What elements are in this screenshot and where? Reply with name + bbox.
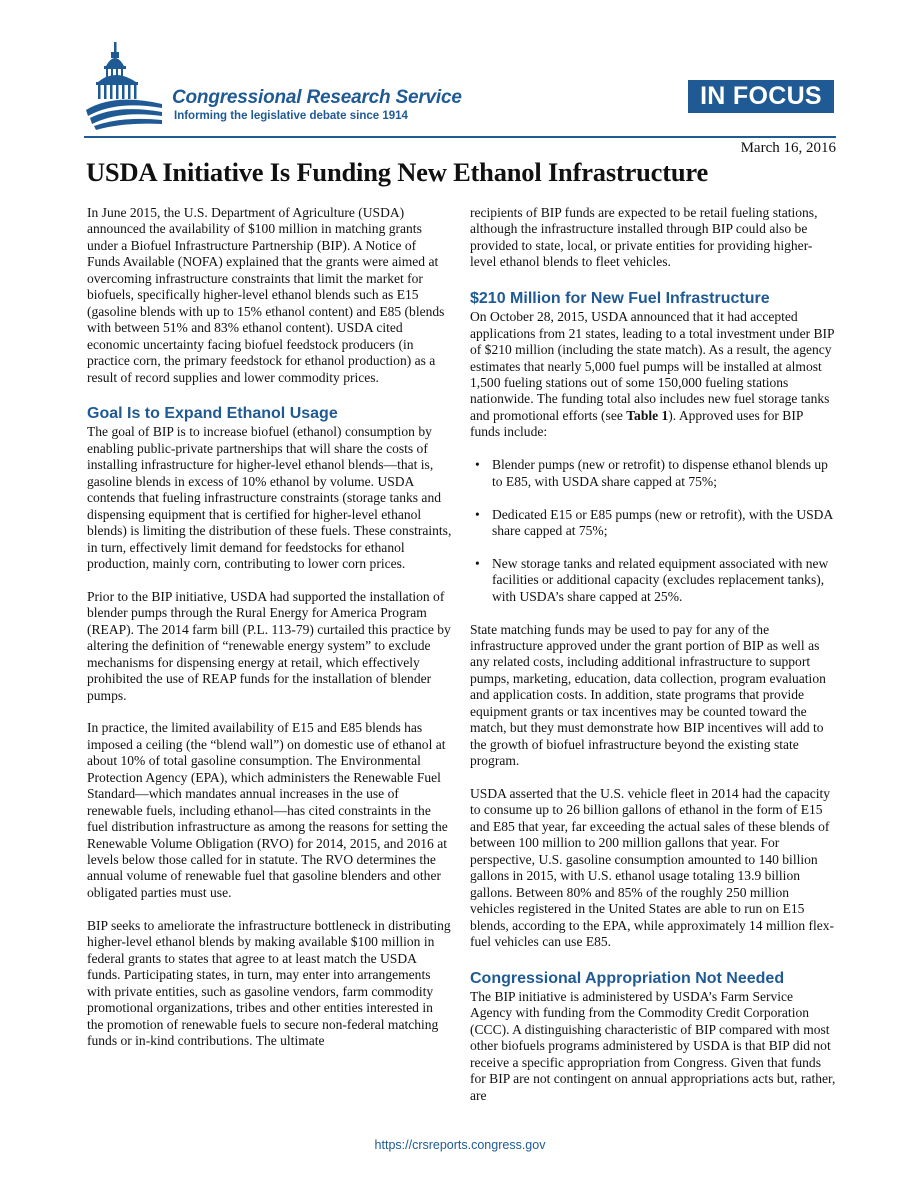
paragraph: In practice, the limited availability of E15 and E85 blends has imposed a ceiling (the “blend wall”) on domestic use of ethanol at about 10% of total gasoline consumption. The Environmental Protection Agency (EPA), which administers the Renewable Fuel Standard—which mandates annual increases in the use of renewable fuels, including ethanol—has cited constraints in the fuel distribution infrastructure as among the reasons for setting the Renewable Volume Obligation (RVO) for 2014, 2015, and 2016 at levels below those called for in statute. The RVO determines the annual volume of renewable fuel that gasoline blenders and other obligated parties must use. — [87, 720, 448, 900]
header-divider — [84, 136, 836, 138]
list-item: • New storage tanks and related equipment associated with new facilities or additional capacity (excludes replacement tanks), with USDA’s share capped at 25%. — [470, 556, 836, 605]
paragraph: In June 2015, the U.S. Department of Agriculture (USDA) announced the availability of $100 million in matching grants under a Biofuel Infrastructure Partnership (BIP). A Notice of Funds Available (NOFA) explained that the grants were aimed at overcoming infrastructure constraints that limit the market for biofuels, specifically higher-level ethanol blends such as E15 (gasoline blends with up to 15% ethanol content) and E85 (blends with between 51% and 83% ethanol content). USDA cited economic uncertainty facing biofuel feedstock producers (in practice corn, the primary feedstock for ethanol production) as a result of record supplies and lower commodity prices. — [87, 205, 445, 385]
paragraph: State matching funds may be used to pay for any of the infrastructure approved under the grant portion of BIP as well as any related costs, including additional infrastructure to support pumps, marketing, education, data collection, program evaluation and application costs. In addition, state programs that provide equipment grants or tax incentives may be counted toward the match, but they must demonstrate how BIP incentives will add to the growth of biofuel infrastructure beyond the existing state program. — [470, 621, 826, 769]
report-header — [84, 38, 836, 138]
paragraph: USDA asserted that the U.S. vehicle fleet in 2014 had the capacity to consume up to 26 billion gallons of ethanol in the form of E15 and E85 that year, far exceeding the actual sales of these blends of between 100 million to 200 million gallons that year. For perspective, U.S. gasoline consumption amounted to 140 billion gallons in 2015, with U.S. ethanol usage totaling 13.9 billion gallons. Between 80% and 85% of the roughly 250 million vehicles registered in the United States are able to run on E15 blends, according to the EPA, while approximately 14 million flex-fuel vehicles can use E85. — [470, 786, 835, 950]
text-run: On October 28, 2015, USDA announced that it had accepted applications from 21 states, leading to a total investment under BIP of $210 million (including the state match). As a result, the agency estimates that nearly 5,000 fuel pumps will be installed at almost 1,500 fueling stations out of some 150,000 fueling stations nationwide. The funding total also includes new fuel storage tanks and promotional efforts (see — [470, 309, 835, 423]
paragraph: recipients of BIP funds are expected to be retail fueling stations, although the infrastructure installed through BIP could also be provided to state, local, or private entities for providing higher-level ethanol blends to fleet vehicles. — [470, 205, 818, 270]
footer-url-link[interactable]: https://crsreports.congress.gov — [374, 1138, 546, 1152]
in-focus-badge: IN FOCUS — [688, 80, 834, 113]
capitol-dome-logo — [84, 38, 164, 130]
report-date: March 16, 2016 — [740, 140, 836, 156]
section-heading: $210 Million for New Fuel Infrastructure — [470, 290, 770, 308]
section-heading: Goal Is to Expand Ethanol Usage — [87, 405, 338, 423]
org-name: Congressional Research Service — [172, 87, 462, 108]
paragraph: The goal of BIP is to increase biofuel (ethanol) consumption by enabling public-private partnerships that will share the costs of installing infrastructure for higher-level ethanol blends—that is, gasoline blends in excess of 10% ethanol by volume. USDA contends that fueling infrastructure constraints (storage tanks and dispensing equipment that is certified for higher-level ethanol blends) is limiting the distribution of these fuels. These constraints, in turn, effectively limit demand for feedstocks for ethanol production, mainly corn, contributing to lower corn prices. — [87, 424, 452, 571]
table-reference-link: Table 1 — [626, 407, 669, 423]
list-item: • Dedicated E15 or E85 pumps (new or retrofit), with the USDA share capped at 75%; — [470, 507, 836, 540]
right-column — [470, 205, 836, 1121]
approved-uses-list — [470, 457, 836, 605]
paragraph: The BIP initiative is administered by USDA’s Farm Service Agency with funding from the Commodity Credit Corporation (CCC). A distinguishing characteristic of BIP compared with most other biofuels programs administered by USDA is that BIP did not receive a specific appropriation from Congress. Given that funds for BIP are not contingent on annual appropriations acts but, rather, are — [470, 988, 836, 1103]
list-item: • Blender pumps (new or retrofit) to dispense ethanol blends up to E85, with USDA share capped at 75%; — [470, 457, 836, 490]
left-column — [87, 205, 452, 1066]
org-tagline: Informing the legislative debate since 1914 — [174, 110, 408, 122]
paragraph: BIP seeks to ameliorate the infrastructure bottleneck in distributing higher-level ethanol blends by making available $100 million in federal grants to states that agree to at least match the USDA funds. Participating states, in turn, may enter into arrangements with private entities, such as gasoline vendors, farm commodity promotional organizations, tribes and other entities interested in the promotion of renewable fuels to secure non-federal matching funds or in-kind contributions. The ultimate — [87, 917, 451, 1048]
page-title: USDA Initiative Is Funding New Ethanol Infrastructure — [86, 157, 709, 187]
paragraph — [470, 309, 836, 441]
paragraph: Prior to the BIP initiative, USDA had supported the installation of blender pumps through the Rural Energy for America Program (REAP). The 2014 farm bill (P.L. 113-79) curtailed this practice by altering the definition of “renewable energy system” to exclude mechanisms for dispensing energy at retail, which effectively prohibited the use of REAP funds for the installation of blender pumps. — [87, 588, 451, 703]
text-run: ). Approved uses for BIP funds include: — [470, 407, 803, 440]
section-heading: Congressional Appropriation Not Needed — [470, 969, 785, 987]
